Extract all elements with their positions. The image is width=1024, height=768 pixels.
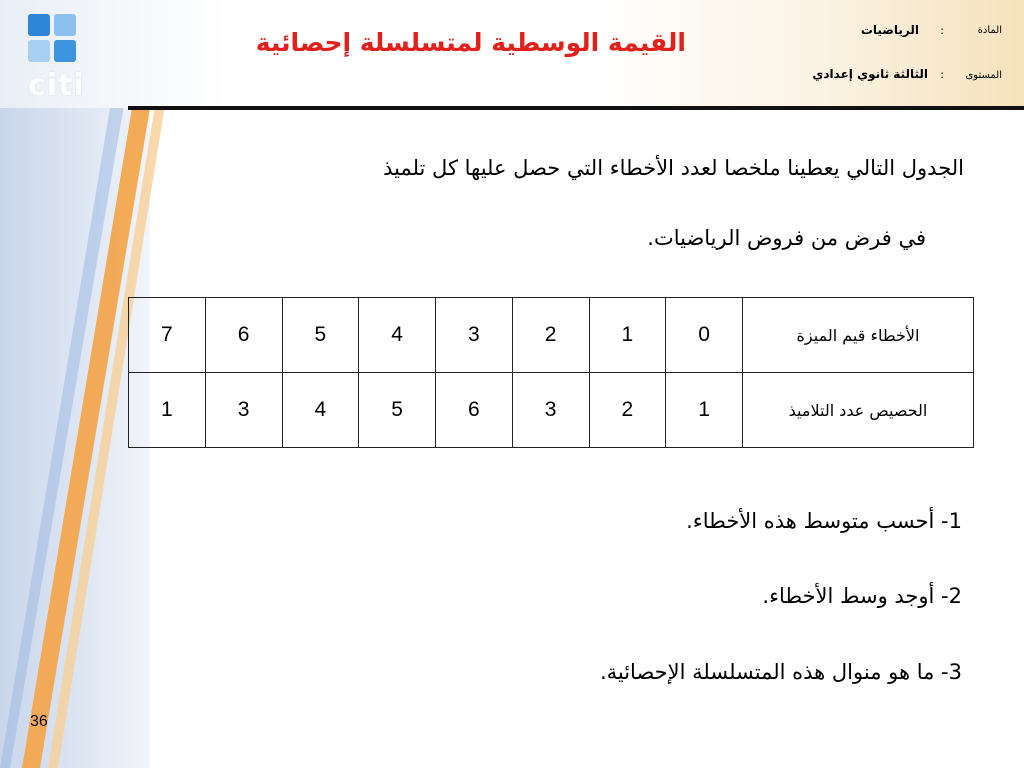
table-cell: 2 xyxy=(589,373,666,448)
table-cell: 6 xyxy=(205,298,282,373)
table-cell: 4 xyxy=(282,373,359,448)
table-cell: 0 xyxy=(666,298,743,373)
table-cell: 2 xyxy=(512,298,589,373)
table-cell: 5 xyxy=(359,373,436,448)
logo-text: citi xyxy=(28,68,85,103)
table-cell: 3 xyxy=(436,298,513,373)
logo-square-icon xyxy=(28,40,50,62)
table-cell: 1 xyxy=(666,373,743,448)
table-row-values xyxy=(129,298,974,373)
subject-value: الرياضيات xyxy=(860,23,919,37)
question-2: 2- أوجد وسط الأخطاء. xyxy=(762,584,962,608)
table-row-header-errors: الأخطاء قيم الميزة xyxy=(743,298,974,373)
intro-line-2: في فرض من فروض الرياضيات. xyxy=(647,226,926,250)
citi-logo xyxy=(22,10,86,103)
table-row-header-frequency: الحصيص عدد التلاميذ xyxy=(743,373,974,448)
level-label: المستوى xyxy=(965,70,1002,81)
table-row-frequencies xyxy=(129,373,974,448)
slide-title: القيمة الوسطية لمتسلسلة إحصائية xyxy=(255,28,686,57)
logo-square-icon xyxy=(28,14,50,36)
table-cell: 3 xyxy=(205,373,282,448)
logo-square-icon xyxy=(54,14,76,36)
subject-label: المادة xyxy=(977,25,1002,36)
level-value: الثالثة ثانوي إعدادي xyxy=(812,67,928,81)
header-divider xyxy=(128,106,1024,110)
table-cell: 5 xyxy=(282,298,359,373)
logo-square-icon xyxy=(54,40,76,62)
table-cell: 4 xyxy=(359,298,436,373)
question-1: 1- أحسب متوسط هذه الأخطاء. xyxy=(686,509,962,533)
frequency-table xyxy=(128,297,974,448)
page-number: 36 xyxy=(30,713,48,730)
question-3: 3- ما هو منوال هذه المتسلسلة الإحصائية. xyxy=(599,660,962,684)
intro-line-1: الجدول التالي يعطينا ملخصا لعدد الأخطاء التي حصل عليها كل تلميذ xyxy=(383,156,964,180)
table-cell: 7 xyxy=(129,298,206,373)
table-cell: 1 xyxy=(129,373,206,448)
table-cell: 6 xyxy=(436,373,513,448)
table-cell: 3 xyxy=(512,373,589,448)
level-separator: : xyxy=(940,68,944,81)
subject-separator: : xyxy=(940,24,944,37)
table-cell: 1 xyxy=(589,298,666,373)
